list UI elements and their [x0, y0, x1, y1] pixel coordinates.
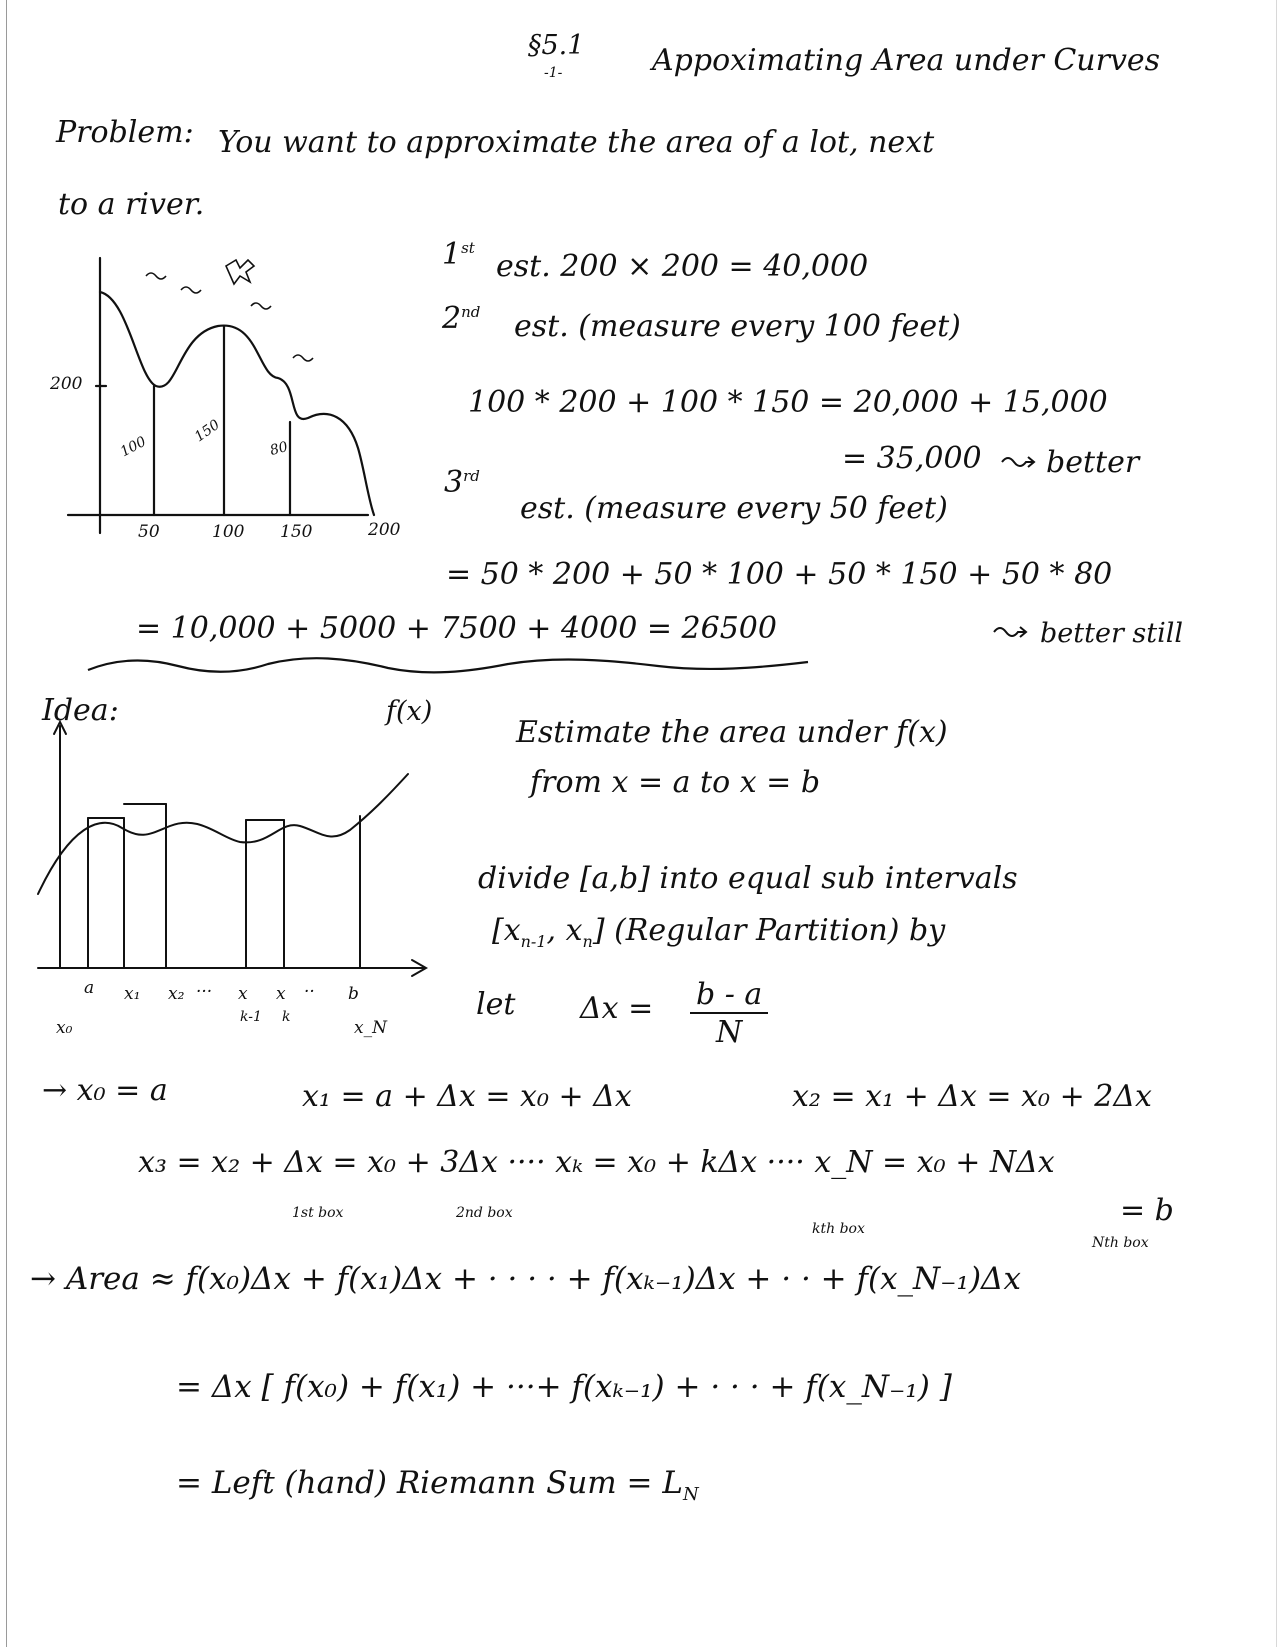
area-sum-line2: = Δx [ f(x₀) + f(x₁) + ···+ f(xₖ₋₁) + · · · + f(x_N₋₁) ]: [176, 1369, 952, 1405]
partition-x1: x₁ = a + Δx = x₀ + Δx: [302, 1079, 632, 1114]
fraction-denominator: N: [716, 1015, 743, 1050]
lot-x-tick-50: 50: [138, 522, 160, 542]
lot-sketch-graph: [58, 258, 418, 558]
idea-label: Idea:: [42, 693, 119, 728]
lot-x-tick-200: 200: [368, 520, 401, 540]
est2-ordinal: 2nd: [442, 301, 481, 336]
box-label-nth: Nth box: [1092, 1235, 1149, 1251]
graph-tick-a: a: [84, 978, 95, 998]
lot-x-tick-100: 100: [212, 522, 245, 542]
riemann-graph: [30, 716, 430, 976]
page-edge-right: [1276, 0, 1277, 1647]
graph-sub-xn: x_N: [354, 1018, 387, 1038]
problem-text-line1: You want to approximate the area of a lot, next: [218, 125, 935, 160]
problem-text-line2: to a river.: [58, 187, 205, 222]
est3-note: better still: [1040, 618, 1184, 649]
est3-calc: = 50 * 200 + 50 * 100 + 50 * 150 + 50 * 80: [446, 557, 1113, 592]
wavy-divider: [88, 650, 808, 680]
idea-line1: Estimate the area under f(x): [516, 715, 948, 750]
dx-fraction: [690, 977, 768, 1050]
lot-y-label: 200: [50, 374, 83, 394]
box-label-2nd: 2nd box: [456, 1205, 513, 1221]
graph-tick-x1: x₁: [124, 984, 141, 1004]
graph-sub-k: k: [282, 1009, 291, 1025]
squiggle-arrow-icon: [1000, 452, 1040, 472]
idea-line4: [$x_{n-1}$, $x_n$] (Regular Partition) by: [492, 913, 946, 951]
squiggle-arrow-icon: [992, 622, 1032, 642]
page-title: Appoximating Area under Curves: [652, 43, 1161, 78]
est2-calc: 100 * 200 + 100 * 150 = 20,000 + 15,000: [468, 385, 1108, 420]
graph-tick-b: b: [348, 984, 359, 1004]
partition-x0: → x₀ = a: [42, 1073, 168, 1108]
est3-text: est. (measure every 50 feet): [520, 491, 948, 526]
idea-line2: from x = a to x = b: [530, 765, 821, 800]
lot-x-tick-150: 150: [280, 522, 313, 542]
est3-ordinal: 3rd: [444, 465, 480, 500]
problem-label: Problem:: [56, 115, 194, 150]
partition-equals-b: = b: [1120, 1193, 1174, 1228]
area-sum-line3: = Left (hand) Riemann Sum = $L_N$: [176, 1465, 699, 1506]
est1-text: est. 200 × 200 = 40,000: [496, 249, 869, 284]
graph-tick-dots2: ··: [304, 982, 315, 1002]
est2-note: better: [1046, 445, 1140, 480]
box-label-1st: 1st box: [292, 1205, 344, 1221]
area-sum-line1: → Area ≈ f(x₀)Δx + f(x₁)Δx + · · · · + f(xₖ₋₁)Δx + · · + f(x_N₋₁)Δx: [30, 1261, 1021, 1297]
fx-label: f(x): [386, 696, 433, 727]
est1-ordinal: 1st: [442, 237, 475, 272]
est2-result: = 35,000: [842, 441, 982, 476]
partition-line2: x₃ = x₂ + Δx = x₀ + 3Δx ···· xₖ = x₀ + kΔx ···· x_N = x₀ + NΔx: [138, 1145, 1055, 1180]
fraction-numerator: b - a: [690, 980, 768, 1014]
idea-let: let: [476, 987, 516, 1022]
graph-sub-x0: x₀: [56, 1018, 73, 1038]
lot-height-80: 80: [268, 438, 290, 460]
section-number: §5.1: [528, 30, 585, 61]
graph-tick-dots: ···: [196, 982, 213, 1002]
graph-sub-k1: k-1: [240, 1009, 262, 1025]
graph-tick-xk1: x: [238, 984, 248, 1004]
page-edge-left: [6, 0, 7, 1647]
idea-dx: Δx =: [580, 991, 654, 1026]
lot-height-150: 150: [191, 416, 223, 446]
graph-tick-xk: x: [276, 984, 286, 1004]
box-label-kth: kth box: [812, 1221, 865, 1237]
idea-line3: divide [a,b] into equal sub intervals: [478, 861, 1018, 896]
page-number: -1-: [544, 65, 563, 81]
est3-result: = 10,000 + 5000 + 7500 + 4000 = 26500: [136, 611, 777, 646]
graph-tick-x2: x₂: [168, 984, 185, 1004]
est2-text: est. (measure every 100 feet): [514, 309, 961, 344]
partition-x2: x₂ = x₁ + Δx = x₀ + 2Δx: [792, 1079, 1152, 1114]
lot-height-100: 100: [117, 433, 149, 461]
